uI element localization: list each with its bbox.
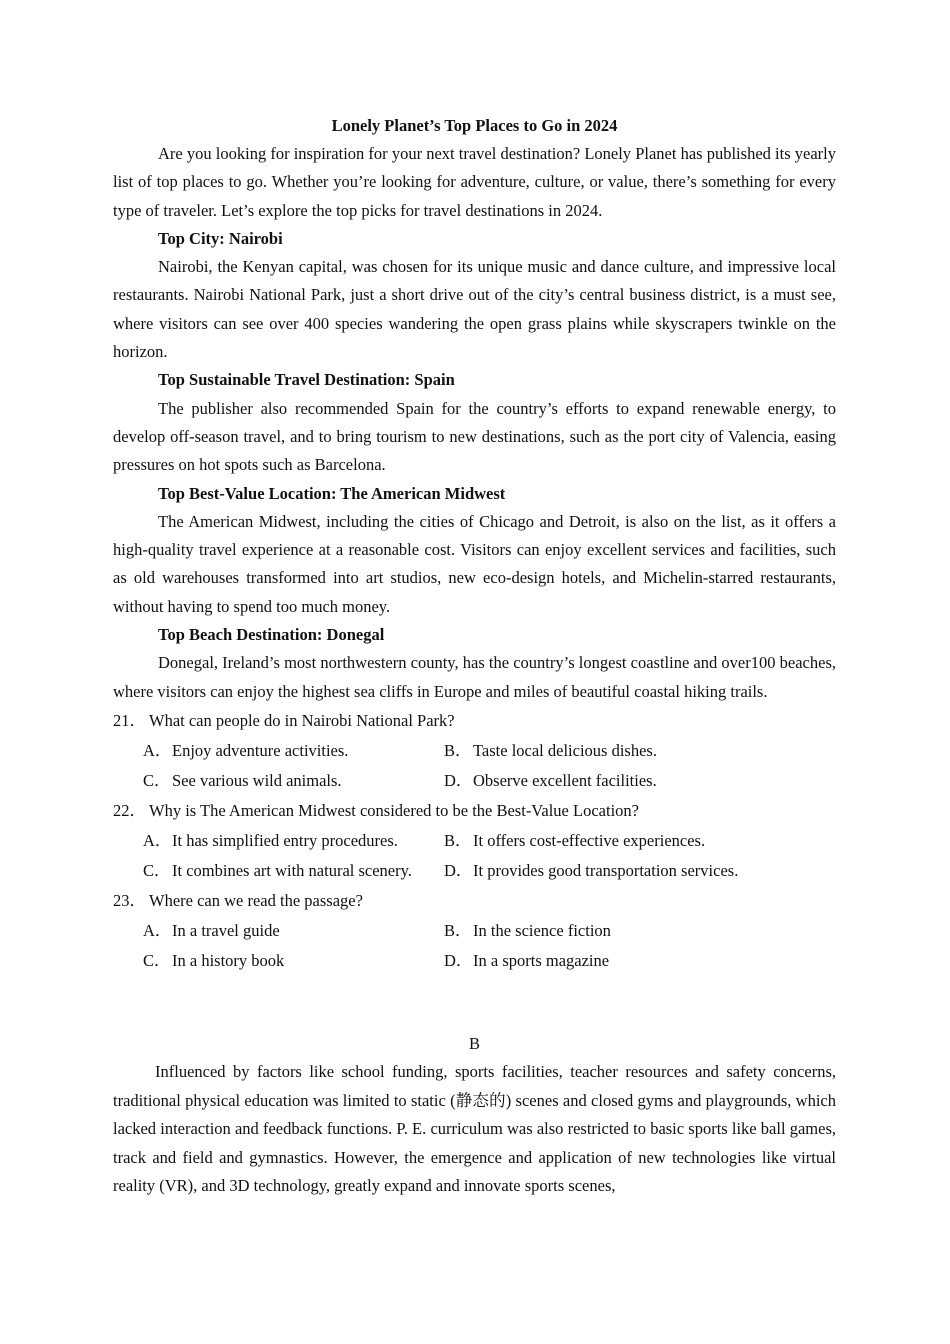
option-b[interactable] xyxy=(444,826,705,856)
question-22 xyxy=(113,796,836,826)
question-number: 22． xyxy=(113,800,146,820)
option-row xyxy=(113,946,836,976)
passage-a-intro: Are you looking for inspiration for your next travel destination? Lonely Planet has published its yearly list of top places to go. Whether you’re looking for adventure, culture, or value, there’s something for every type of traveler. Let’s explore the top picks for travel destinations in 2024. xyxy=(113,144,836,220)
option-letter: C． xyxy=(143,950,171,970)
section-heading-spain: Top Sustainable Travel Destination: Spain xyxy=(158,370,455,390)
option-text: See various wild animals. xyxy=(172,770,342,790)
option-c[interactable] xyxy=(143,856,444,886)
question-text: What can people do in Nairobi National Park? xyxy=(149,710,455,730)
option-d[interactable] xyxy=(444,946,609,976)
section-heading-midwest: Top Best-Value Location: The American Midwest xyxy=(158,483,506,503)
option-letter: A． xyxy=(143,920,172,940)
option-letter: D． xyxy=(444,950,473,970)
question-21 xyxy=(113,706,836,736)
passage-b-body: Influenced by factors like school funding, sports facilities, teacher resources and safety concerns, traditional physical education was limited to static (静态的) scenes and closed gyms and playgrounds, which lacked interaction and feedback functions. P. E. curriculum was also restricted to basic sports like ball games, track and field and gymnastics. However, the emergence and application of new technologies like virtual reality (VR), and 3D technology, greatly expand and innovate sports scenes, xyxy=(113,1061,836,1196)
option-letter: B． xyxy=(444,920,472,940)
section-heading-donegal: Top Beach Destination: Donegal xyxy=(158,625,385,645)
option-letter: B． xyxy=(444,830,472,850)
section-heading-nairobi: Top City: Nairobi xyxy=(158,228,283,248)
option-text: In a travel guide xyxy=(172,920,280,940)
option-d[interactable] xyxy=(444,766,657,796)
section-body-nairobi: Nairobi, the Kenyan capital, was chosen for its unique music and dance culture, and impressive local restaurants. Nairobi National Park, just a short drive out of the city’s central business district, is a must see, where visitors can see over 400 species wandering the open grass plains while skyscrapers twinkle on the horizon. xyxy=(113,257,836,362)
option-text: Observe excellent facilities. xyxy=(473,770,657,790)
exam-page xyxy=(113,112,836,1201)
option-d[interactable] xyxy=(444,856,738,886)
option-row xyxy=(113,736,836,766)
option-letter: C． xyxy=(143,860,171,880)
option-text: Taste local delicious dishes. xyxy=(473,740,657,760)
question-number: 23． xyxy=(113,890,146,910)
option-text: In a sports magazine xyxy=(473,950,610,970)
passage-b-label: B xyxy=(468,1033,480,1053)
option-row xyxy=(113,826,836,856)
option-text: It offers cost-effective experiences. xyxy=(473,830,706,850)
passage-a-title: Lonely Planet’s Top Places to Go in 2024 xyxy=(331,116,618,135)
section-body-spain: The publisher also recommended Spain for the country’s efforts to expand renewable energy, to develop off-season travel, and to bring tourism to new destinations, such as the port city of Valencia, easing pressures on hot spots such as Barcelona. xyxy=(113,398,836,475)
question-number: 21． xyxy=(113,710,146,730)
section-spacer xyxy=(113,976,836,1030)
option-row xyxy=(113,916,836,946)
option-b[interactable] xyxy=(444,916,611,946)
option-text: It combines art with natural scenery. xyxy=(172,860,412,880)
option-text: Enjoy adventure activities. xyxy=(172,740,349,760)
section-body-donegal: Donegal, Ireland’s most northwestern county, has the country’s longest coastline and over100 beaches, where visitors can enjoy the highest sea cliffs in Europe and miles of beautiful coastal hiking trails. xyxy=(113,653,836,701)
option-letter: A． xyxy=(143,740,172,760)
option-a[interactable] xyxy=(143,826,444,856)
question-23 xyxy=(113,886,836,916)
option-a[interactable] xyxy=(143,916,444,946)
option-b[interactable] xyxy=(444,736,657,766)
option-letter: D． xyxy=(444,860,473,880)
option-letter: B． xyxy=(444,740,472,760)
option-text: In the science fiction xyxy=(473,920,611,940)
option-letter: C． xyxy=(143,770,171,790)
option-letter: A． xyxy=(143,830,172,850)
option-c[interactable] xyxy=(143,766,444,796)
option-letter: D． xyxy=(444,770,473,790)
option-text: It has simplified entry procedures. xyxy=(172,830,398,850)
option-text: It provides good transportation services. xyxy=(473,860,739,880)
question-text: Where can we read the passage? xyxy=(149,890,363,910)
option-c[interactable] xyxy=(143,946,444,976)
section-body-midwest: The American Midwest, including the cities of Chicago and Detroit, is also on the list, as it offers a high-quality travel experience at a reasonable cost. Visitors can enjoy excellent services and facilities, such as old warehouses transformed into art studios, new eco-design hotels, and Michelin-starred restaurants, without having to spend too much money. xyxy=(113,511,836,616)
option-a[interactable] xyxy=(143,736,444,766)
question-text: Why is The American Midwest considered to be the Best-Value Location? xyxy=(149,800,639,820)
option-row xyxy=(113,856,836,886)
option-text: In a history book xyxy=(172,950,285,970)
option-row xyxy=(113,766,836,796)
